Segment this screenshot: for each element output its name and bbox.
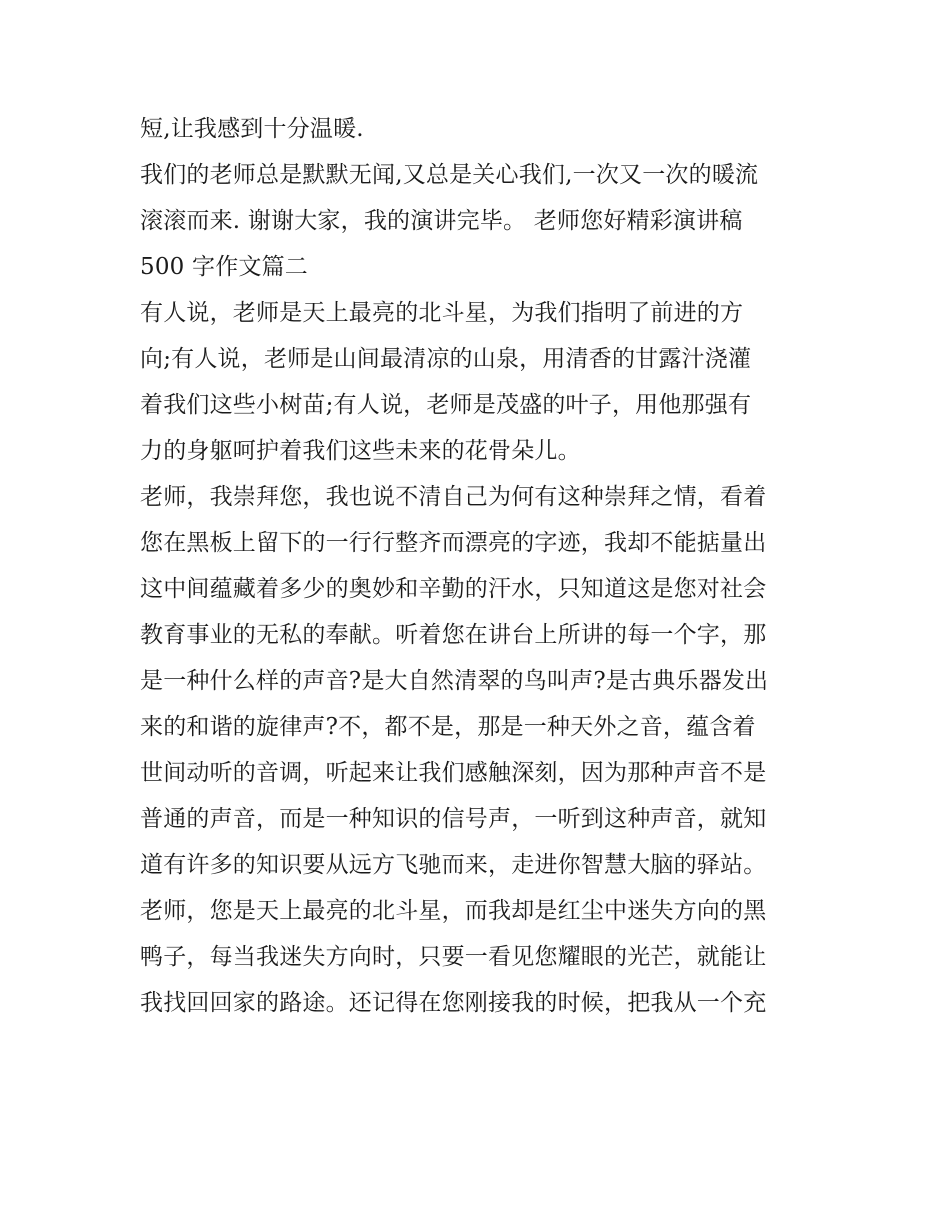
text-line: 有人说，老师是天上最亮的北斗星，为我们指明了前进的方	[140, 300, 744, 326]
text-line: 力的身躯呵护着我们这些未来的花骨朵儿。	[140, 438, 581, 464]
text-line: 道有许多的知识要从远方飞驰而来，走进你智慧大脑的驿站。	[140, 852, 767, 878]
text-line: 来的和谐的旋律声?不，都不是，那是一种天外之音，蕴含着	[140, 714, 756, 740]
text-line: 老师，您是天上最亮的北斗星，而我却是红尘中迷失方向的黑	[140, 898, 767, 924]
text-line: 这中间蕴藏着多少的奥妙和辛勤的汗水，只知道这是您对社会	[140, 576, 767, 602]
text-line: 着我们这些小树苗;有人说，老师是茂盛的叶子，用他那强有	[140, 392, 752, 418]
section-heading-line: 500 字作文篇二	[140, 254, 309, 280]
text-line: 向;有人说，老师是山间最清凉的山泉，用清香的甘露汁浇灌	[140, 346, 752, 372]
text-line: 我找回回家的路途。还记得在您刚接我的时候，把我从一个充	[140, 990, 767, 1016]
body-text	[140, 106, 820, 1026]
text-line: 普通的声音，而是一种知识的信号声，一听到这种声音，就知	[140, 806, 767, 832]
text-line: 是一种什么样的声音?是大自然清翠的鸟叫声?是古典乐器发出	[140, 668, 769, 694]
text-line: 鸭子，每当我迷失方向时，只要一看见您耀眼的光芒，就能让	[140, 944, 767, 970]
text-line: 我们的老师总是默默无闻,又总是关心我们,一次又一次的暖流	[140, 162, 759, 188]
text-line: 世间动听的音调，听起来让我们感触深刻，因为那种声音不是	[140, 760, 767, 786]
text-line: 教育事业的无私的奉献。听着您在讲台上所讲的每一个字，那	[140, 622, 767, 648]
text-line: 短,让我感到十分温暖.	[140, 116, 364, 142]
text-line: 滚滚而来. 谢谢大家，我的演讲完毕。 老师您好精彩演讲稿	[140, 208, 743, 234]
text-line: 您在黑板上留下的一行行整齐而漂亮的字迹，我却不能掂量出	[140, 530, 767, 556]
text-line: 老师，我崇拜您，我也说不清自己为何有这种崇拜之情，看着	[140, 484, 767, 510]
